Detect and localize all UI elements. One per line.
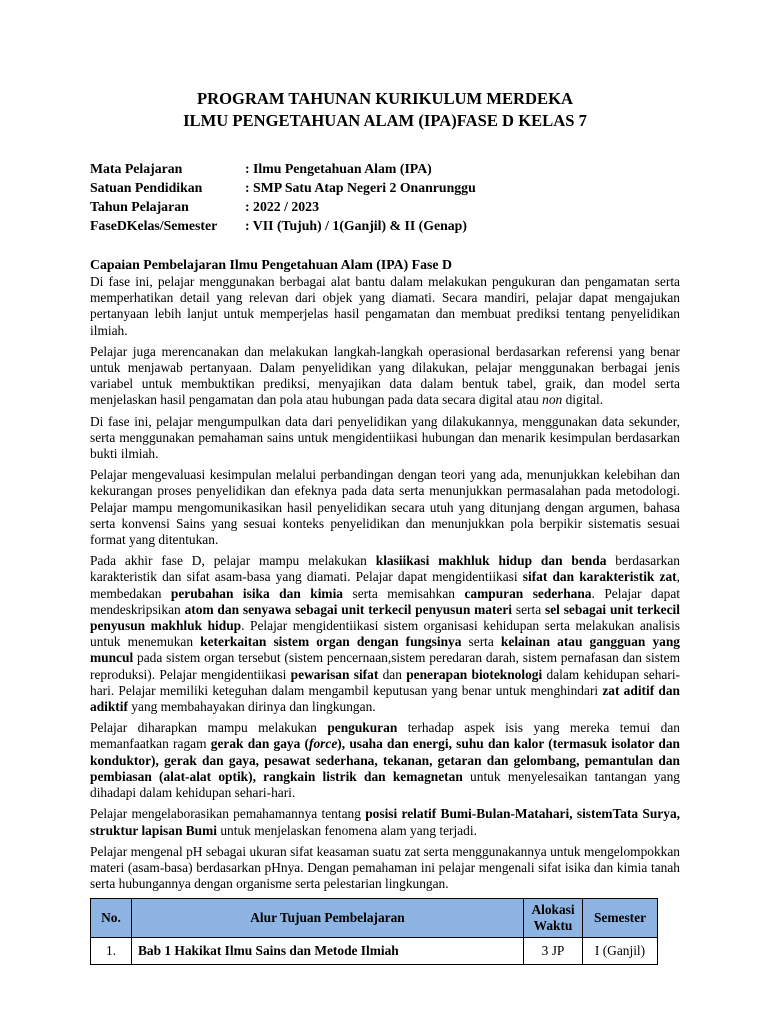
bold-text: gerak dan gaya ( xyxy=(210,736,310,752)
document-title xyxy=(90,88,680,132)
bold-text: kelainan atau gangguan yang muncul xyxy=(90,634,680,666)
bold-text: keterkaitan sistem organ dengan fungsinya xyxy=(200,634,462,650)
paragraph xyxy=(90,720,680,801)
bold-text: atom dan senyawa sebagai unit terkecil penyusun materi xyxy=(184,601,513,617)
italic-text: non xyxy=(542,392,563,408)
info-label: FaseDKelas/Semester xyxy=(90,218,218,233)
text-run: digital. xyxy=(562,392,604,408)
text-run: dan xyxy=(378,666,407,682)
bold-italic-text: force xyxy=(309,736,338,752)
bold-text: campuran sederhana xyxy=(464,585,592,601)
text-run: serta xyxy=(461,634,501,650)
info-value: : 2022 / 2023 xyxy=(245,199,319,214)
bold-text: ), usaha dan energi, suhu dan kalor (termasuk isolator dan konduktor), gerak dan gaya, pesawat sederhana, tekanan, getaran dan gelombang, pemantulan dan pembiasan (alat-alat optik), rangkain listrik dan kemagnetan xyxy=(90,736,680,784)
text-run: Pelajar mengenal pH sebagai ukuran sifat keasaman suatu zat serta menggunakannya untuk mengelompokkan materi (asam-basa) berdasarkan pHnya. Dengan pemahaman ini pelajar mengenali sifat isika dan kimia tanah serta hubungannya dengan organisme serta pelestarian lingkungan. xyxy=(90,843,680,892)
text-run: Pelajar mengelaborasikan pemahamannya tentang xyxy=(90,806,366,822)
text-run: untuk menyelesaikan tantangan yang dihadapi dalam kehidupan sehari-hari. xyxy=(90,768,680,801)
text-run: yang membahayakan dirinya dan lingkungan. xyxy=(127,699,376,715)
cell-no: 1. xyxy=(91,938,132,965)
header-alur: Alur Tujuan Pembelajaran xyxy=(131,899,523,938)
table-header-row xyxy=(91,899,658,938)
bold-text: pewarisan sifat xyxy=(290,666,379,682)
text-run: . Pelajar dapat mendeskripsikan xyxy=(90,585,681,617)
paragraph xyxy=(90,467,680,548)
title-line-2: ILMU PENGETAHUAN ALAM (IPA)FASE D KELAS 7 xyxy=(183,111,587,130)
paragraph xyxy=(90,844,680,893)
text-run: Di fase ini, pelajar menggunakan berbagai alat bantu dalam melakukan pengukuran dan pengamatan serta memperhatikan detail yang relevan dari objek yang diamati. Secara mandiri, pelajar dapat mengajukan pertanyaan lebih lanjut untuk memperjelas hasil pengamatan dan membuat prediksi tentang penyelidikan ilmiah. xyxy=(90,274,680,338)
info-row xyxy=(90,197,680,216)
text-run: . Pelajar mengidentiikasi sistem organisasi kehidupan serta melakukan analisis untuk menemukan xyxy=(90,618,680,650)
cell-semester: I (Ganjil) xyxy=(583,938,658,965)
bold-text: posisi relatif Bumi-Bulan-Matahari, sistemTata Surya, struktur lapisan Bumi xyxy=(90,806,680,838)
cell-alur: Bab 1 Hakikat Ilmu Sains dan Metode Ilmiah xyxy=(131,938,523,965)
text-run: Pelajar juga merencanakan dan melakukan langkah-langkah operasional berdasarkan referensi yang benar untuk menjawab pertanyaan. Dalam penyelidikan yang dilakukan, pelajar menggunakan berbagai jenis variabel untuk membuktikan prediksi, menyajikan data dalam bentuk tabel, graik, dan model serta menjelaskan hasil pengamatan dan pola atau hubungan pada data secara digital atau xyxy=(90,343,680,408)
text-run: serta xyxy=(512,601,545,617)
section-title: Capaian Pembelajaran Ilmu Pengetahuan Alam (IPA) Fase D xyxy=(90,257,452,272)
text-run: dalam kehidupan sehari-hari. Pelajar memiliki keteguhan dalam mengambil keputusan yang benar untuk menghindari xyxy=(90,666,681,698)
header-no: No. xyxy=(91,899,132,938)
title-line-1: PROGRAM TAHUNAN KURIKULUM MERDEKA xyxy=(197,89,573,108)
bold-text: penerapan bioteknologi xyxy=(406,666,543,682)
table-row xyxy=(91,938,658,965)
text-run: Pada akhir fase D, pelajar mampu melakukan xyxy=(90,553,376,569)
header-semester: Semester xyxy=(583,899,658,938)
text-run: untuk menjelaskan fenomena alam yang terjadi. xyxy=(217,822,477,838)
info-value: : VII (Tujuh) / 1(Ganjil) & II (Genap) xyxy=(245,218,467,233)
paragraph xyxy=(90,274,680,339)
info-value: : SMP Satu Atap Negeri 2 Onanrunggu xyxy=(245,180,476,195)
info-row xyxy=(90,159,680,178)
bold-text: zat aditif dan adiktif xyxy=(90,682,680,715)
info-value: : Ilmu Pengetahuan Alam (IPA) xyxy=(245,161,432,176)
text-run: berdasarkan karakteristik dan sifat asam-basa yang diamati. Pelajar dapat mengidentiikasi xyxy=(90,553,680,585)
paragraphs-container xyxy=(90,274,680,892)
text-run: terhadap aspek isis yang mereka temui dan memanfaatkan ragam xyxy=(90,720,681,752)
text-run: , membedakan xyxy=(90,569,680,601)
info-block xyxy=(90,159,680,235)
bold-text: klasiikasi makhluk hidup dan benda xyxy=(375,553,607,569)
text-run: Pelajar diharapkan mampu melakukan xyxy=(90,720,328,736)
text-run: serta memisahkan xyxy=(343,585,465,601)
cell-alokasi: 3 JP xyxy=(524,938,583,965)
bold-text: sel sebagai unit terkecil penyusun makhluk hidup xyxy=(90,601,680,634)
paragraph xyxy=(90,344,680,409)
learning-objectives-table xyxy=(90,898,658,965)
paragraph xyxy=(90,553,680,715)
bold-text: perubahan isika dan kimia xyxy=(170,585,344,601)
paragraph xyxy=(90,806,680,838)
info-label: Mata Pelajaran xyxy=(90,161,183,176)
paragraph xyxy=(90,414,680,463)
info-row xyxy=(90,178,680,197)
info-label: Satuan Pendidikan xyxy=(90,180,203,195)
text-run: pada sistem organ tersebut (sistem pencernaan,sistem peredaran darah, sistem pernafasan dan sistem reproduksi). Pelajar mengidentiikasi xyxy=(90,650,680,682)
text-run: Di fase ini, pelajar mengumpulkan data dari penyelidikan yang dilakukannya, menggunakan data sekunder, serta menggunakan pemahaman sains untuk mengidentiikasi hubungan dan menarik kesimpulan berdasarkan bukti ilmiah. xyxy=(90,413,680,462)
info-row xyxy=(90,216,680,235)
bold-text: sifat dan karakteristik zat xyxy=(522,569,677,585)
header-alokasi: Alokasi Waktu xyxy=(524,899,583,938)
info-label: Tahun Pelajaran xyxy=(90,199,189,214)
text-run: Pelajar mengevaluasi kesimpulan melalui perbandingan dengan teori yang ada, menunjukkan kelebihan dan kekurangan proses penyelidikan dan efeknya pada data serta menunjukkan permasalahan pada metodologi. Pelajar mampu mengomunikasikan hasil penyelidikan secara utuh yang ditunjang dengan argumen, bahasa serta konvensi Sains yang sesuai konteks penyelidikan dan menunjukkan pola berpikir sistematis sesuai format yang ditentukan. xyxy=(90,467,680,548)
bold-text: pengukuran xyxy=(327,720,398,736)
